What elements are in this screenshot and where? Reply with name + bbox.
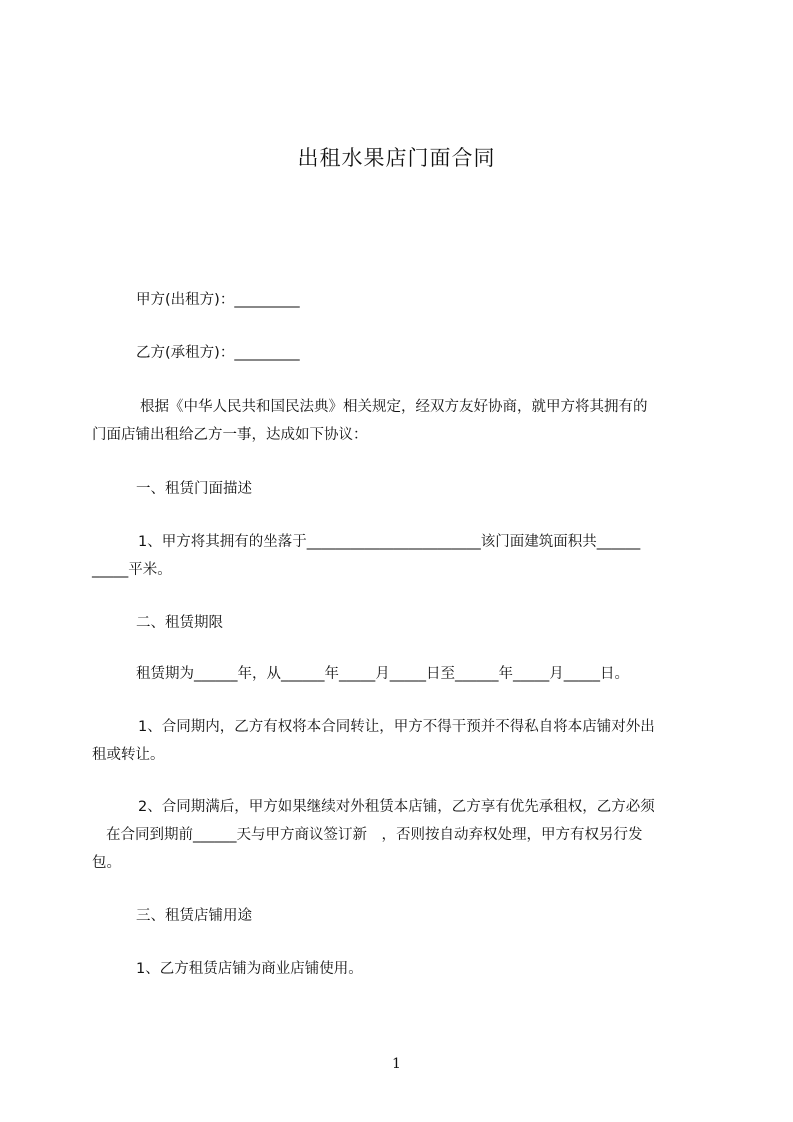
party-a-line: 甲方(出租方)：_________ [136, 292, 300, 308]
section-2-heading: 二、租赁期限 [136, 615, 223, 631]
preamble-line-1: 根据《中华人民共和国民法典》相关规定，经双方友好协商，就甲方将其拥有的 [140, 399, 648, 415]
section-2-item-1-line-2: 租或转让。 [92, 747, 165, 763]
section-1-heading: 一、租赁门面描述 [136, 481, 252, 497]
section-1-item-1-line-1: 1、甲方将其拥有的坐落于________________________该门面建筑面积共______ [138, 534, 641, 550]
section-2-item-2-line-3: 包。 [92, 855, 121, 871]
section-2-term: 租赁期为______年，从______年_____月_____日至______年_____月_____日。 [136, 666, 629, 682]
section-3-item-1: 1、乙方租赁店铺为商业店铺使用。 [136, 961, 363, 977]
document-title: 出租水果店门面合同 [297, 146, 496, 170]
page-number: 1 [392, 1056, 401, 1072]
section-1-item-1-line-2: _____平米。 [92, 562, 172, 578]
section-3-heading: 三、租赁店铺用途 [136, 908, 252, 924]
preamble-line-2: 门面店铺出租给乙方一事，达成如下协议： [92, 427, 368, 443]
party-b-line: 乙方(承租方)：_________ [136, 345, 300, 361]
section-2-item-2-line-2: 在合同到期前______天与甲方商议签订新 ，否则按自动弃权处理，甲方有权另行发 [106, 827, 643, 843]
section-2-item-2-line-1: 2、合同期满后，甲方如果继续对外租赁本店铺，乙方享有优先承租权，乙方必须 [138, 799, 655, 815]
section-2-item-1-line-1: 1、合同期内，乙方有权将本合同转让，甲方不得干预并不得私自将本店铺对外出 [138, 719, 655, 735]
